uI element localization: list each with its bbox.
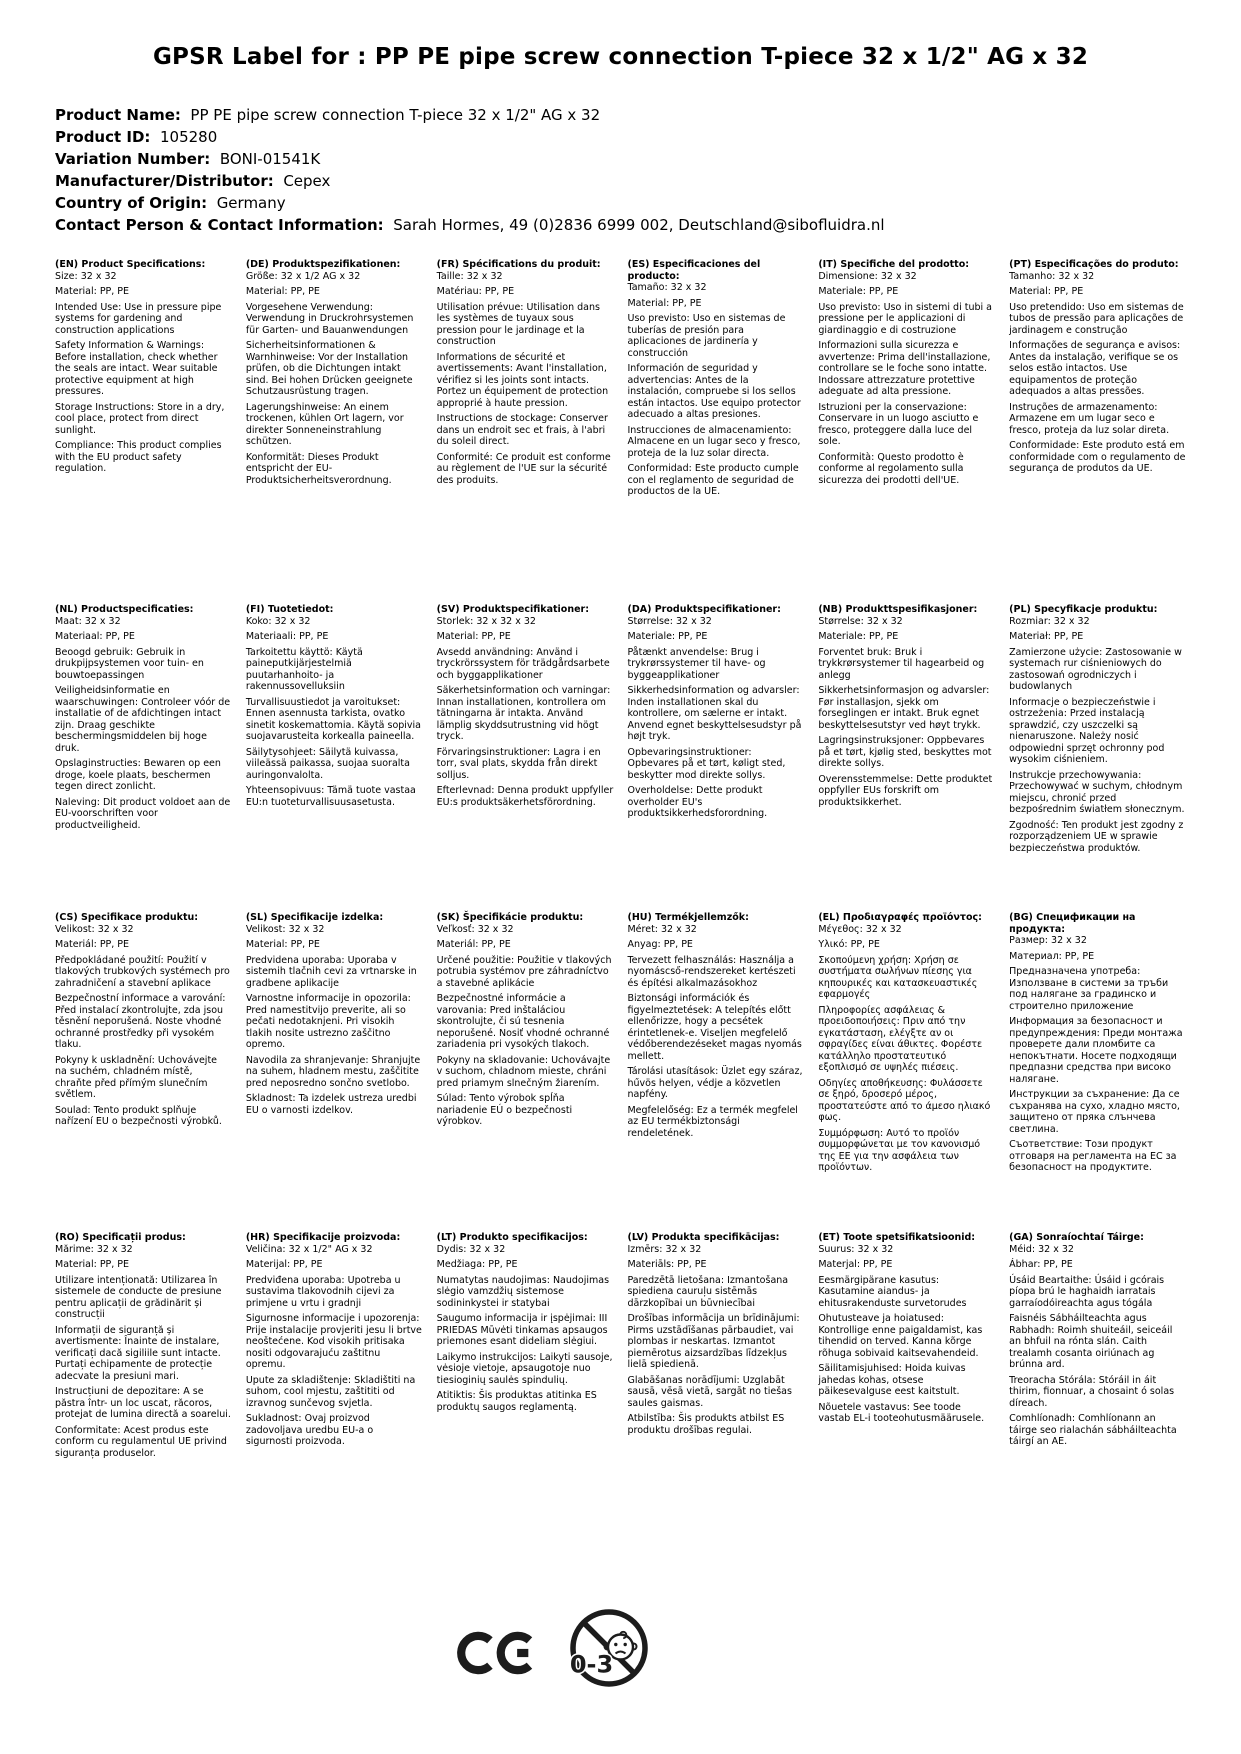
spec-paragraph: Informações de segurança e avisos: Antes da instalação, verifique se os selos estão intactos. Use equipamentos de proteção adequados a altas pressões. (1009, 340, 1181, 397)
spec-paragraph: Zgodność: Ten produkt jest zgodny z rozporządzeniem UE w sprawie bezpieczeństwa produktów. (1009, 819, 1184, 854)
spec-paragraph: Dydis: 32 x 32 (436, 1243, 506, 1255)
spec-paragraph: Instrukcje przechowywania: Przechowywać w suchym, chłodnym miejscu, chronić przed bezpośrednim światłem słonecznym. (1009, 769, 1185, 815)
spec-paragraph: Uso previsto: Uso en sistemas de tuberías de presión para aplicaciones de jardinería y construcción (627, 313, 786, 359)
spec-paragraph: Opslaginstructies: Bewaren op een droge, koele plaats, beschermen tegen direct zonlicht. (55, 758, 221, 792)
spec-paragraph: Materiale: PP, PE (627, 631, 708, 642)
spec-paragraph: Drošības informācija un brīdinājumi: Pirms uzstādīšanas pārbaudiet, vai plombas ir neskartas. Izmantot piemērotus aizsardzības līdzekļus lielā spiedienā. (627, 1313, 800, 1370)
spec-paragraph: Compliance: This product complies with the EU product safety regulation. (55, 440, 222, 474)
spec-paragraph: Size: 32 x 32 (55, 270, 117, 282)
spec-block-nb (818, 604, 995, 912)
spec-paragraph: Sigurnosne informacije i upozorenja: Prije instalacije provjeriti jesu li brtve neoštećene. Kod visokih pritisaka nositi odgovarajuću zaštitnu opremu. (245, 1313, 422, 1370)
spec-block-it (818, 259, 995, 604)
spec-paragraph: Material: PP, PE (55, 1259, 130, 1270)
age-warning-0-3-icon (569, 1608, 649, 1688)
spec-paragraph: Συμμόρφωση: Αυτό το προϊόν συμμορφώνεται με τον κανονισμό της ΕΕ για την ασφάλεια των προϊόντων. (818, 1127, 981, 1173)
spec-paragraph: Conformitate: Acest produs este conform cu regulamentul UE privind siguranța produselor. (55, 1424, 227, 1459)
product-info-label: Product Name: (55, 106, 181, 124)
spec-paragraph: Velikost: 32 x 32 (245, 923, 325, 935)
spec-paragraph: Zamierzone użycie: Zastosowanie w systemach rur ciśnieniowych do zastosowań ogrodniczych i budowlanych (1009, 646, 1182, 692)
spec-paragraph: Úsáid Beartaithe: Úsáid i gcórais píopa brú le haghaidh iarratais garraíodóireachta agus tógála (1009, 1274, 1165, 1309)
spec-paragraph: Οδηγίες αποθήκευσης: Φυλάσσετε σε ξηρό, δροσερό μέρος, προστατεύστε από το άμεσο ηλιακό φως. (818, 1077, 991, 1123)
spec-paragraph: Overensstemmelse: Dette produktet oppfyller EUs forskrift om produktsikkerhet. (818, 773, 993, 808)
spec-paragraph: Storlek: 32 x 32 x 32 (436, 615, 536, 627)
product-info-label: Product ID: (55, 128, 151, 146)
product-info-line (55, 214, 1186, 236)
spec-paragraph: Určené použitie: Použitie v tlakových potrubia systémov pre záhradníctvo a stavebné aplikácie (436, 954, 612, 989)
spec-paragraph: Yhteensopivuus: Tämä tuote vastaa EU:n tuoteturvallisuusasetusta. (245, 785, 416, 808)
spec-paragraph: Bezpečnostní informace a varování: Před instalací zkontrolujte, zda jsou těsnění neporušená. Noste vhodné ochranné prostředky při vysokém tlaku. (55, 993, 226, 1050)
product-info-value: 105280 (159, 128, 218, 146)
spec-paragraph: Tamaño: 32 x 32 (627, 282, 707, 293)
spec-paragraph: Conformité: Ce produit est conforme au règlement de l'UE sur la sécurité des produits. (436, 451, 611, 486)
product-info-label: Country of Origin: (55, 194, 208, 212)
spec-paragraph: Размер: 32 x 32 (1009, 935, 1087, 946)
spec-block-heading: (LT) Produkto specifikacijos: (436, 1232, 588, 1243)
spec-paragraph: Material: PP, PE (1009, 286, 1084, 297)
product-info-value: Sarah Hormes, 49 (0)2836 6999 002, Deutschland@sibofluidra.nl (393, 216, 885, 234)
spec-paragraph: Sukladnost: Ovaj proizvod zadovoljava uredbu EU-a o sigurnosti proizvoda. (245, 1413, 374, 1447)
spec-paragraph: Material: PP, PE (627, 297, 702, 309)
spec-paragraph: Instrucciones de almacenamiento: Almacene en un lugar seco y fresco, proteja de la luz solar directa. (627, 424, 801, 459)
spec-block-heading: (BG) Спецификации на продукта: (1009, 912, 1136, 935)
spec-block-heading: (HR) Specifikacije proizvoda: (245, 1232, 401, 1243)
spec-block-sl (246, 912, 423, 1232)
spec-block-heading: (EN) Product Specifications: (55, 259, 206, 270)
spec-paragraph: Σκοπούμενη χρήση: Χρήση σε συστήματα σωλήνων πίεσης για κηπουρικές και κατασκευαστικές εφαρμογές (818, 954, 978, 1000)
spec-paragraph: Conformidade: Este produto está em conformidade com o regulamento de segurança de produtos da UE. (1009, 440, 1186, 474)
spec-paragraph: Opbevaringsinstruktioner: Opbevares på et tørt, køligt sted, beskytter mod direkte sollys. (627, 746, 786, 781)
spec-paragraph: Предназначена употреба: Използване в системи за тръби под налягане за градинско и строително приложение (1009, 966, 1169, 1012)
spec-block-hu (627, 912, 804, 1232)
spec-paragraph: Instruções de armazenamento: Armazene em um lugar seco e fresco, proteja da luz solar direta. (1009, 401, 1170, 436)
spec-block-lv (627, 1232, 804, 1459)
spec-paragraph: Předpokládané použití: Použití v tlakových trubkových systémech pro zahradničení a stavební aplikace (55, 954, 230, 989)
spec-paragraph: Utilisation prévue: Utilisation dans les systèmes de tuyaux sous pression pour le jardinage et la construction (436, 301, 600, 347)
spec-block-heading: (DE) Produktspezifikationen: (245, 259, 401, 270)
spec-block-heading: (PL) Specyfikacje produktu: (1009, 604, 1158, 615)
spec-paragraph: Comhlíonadh: Comhlíonann an táirge seo rialachán sábháilteachta táirgí an AE. (1009, 1413, 1177, 1447)
spec-paragraph: Veličina: 32 x 1/2" AG x 32 (245, 1243, 373, 1255)
spec-paragraph: Förvaringsinstruktioner: Lagra i en torr, sval plats, skydda från direkt solljus. (436, 746, 601, 781)
spec-block-ga (1009, 1232, 1186, 1459)
spec-paragraph: Conformidad: Este producto cumple con el reglamento de seguridad de productos de la UE. (627, 463, 799, 497)
spec-paragraph: Koko: 32 x 32 (245, 615, 311, 627)
spec-paragraph: Materiaali: PP, PE (245, 631, 329, 642)
spec-paragraph: Påtænkt anvendelse: Brug i trykrørssystemer til have- og byggeapplikationer (627, 646, 766, 681)
spec-paragraph: Veľkosť: 32 x 32 (436, 923, 514, 935)
spec-paragraph: Tarkoitettu käyttö: Käytä paineputkijärjestelmiä puutarhanhoito- ja rakennussovelluksiin (245, 646, 363, 692)
spec-paragraph: Materiál: PP, PE (436, 939, 511, 950)
age-warning-label: 0-3 (569, 1650, 614, 1679)
spec-paragraph: Lagringsinstruksjoner: Oppbevares på et tørt, kjølig sted, beskyttes mot direkte sollys. (818, 735, 992, 769)
product-info-value: Cepex (283, 172, 331, 190)
product-info-line (55, 170, 1186, 192)
spec-paragraph: Avsedd användning: Använd i tryckrörssystem för trädgårdsarbete och byggapplikationer (436, 646, 610, 681)
spec-paragraph: Suurus: 32 x 32 (818, 1243, 894, 1255)
spec-block-hr (246, 1232, 423, 1459)
spec-paragraph: Ohutusteave ja hoiatused: Kontrollige enne paigaldamist, kas tihendid on terved. Kanna kõrge rõhuga sobivaid kaitsevahendeid. (818, 1313, 983, 1359)
spec-paragraph: Laikymo instrukcijos: Laikyti sausoje, vėsioje vietoje, apsaugotoje nuo tiesioginių saulės spindulių. (436, 1351, 613, 1386)
spec-paragraph: Информация за безопасност и предупреждения: Преди монтажа проверете дали пломбите са непокътнати. Носете подходящи предпазни средства при високо налягане. (1009, 1016, 1183, 1085)
spec-paragraph: Uso pretendido: Uso em sistemas de tubos de pressão para aplicações de jardinagem e construção (1009, 301, 1184, 336)
spec-paragraph: Μέγεθος: 32 x 32 (818, 923, 902, 935)
spec-paragraph: Sicherheitsinformationen & Warnhinweise: Vor der Installation prüfen, ob die Dichtungen intakt sind. Bei hohen Drücken geeignete Schutzausrüstung tragen. (245, 340, 413, 397)
spec-paragraph: Tamanho: 32 x 32 (1009, 270, 1095, 282)
spec-paragraph: Konformität: Dieses Produkt entspricht der EU-Produktsicherheitsverordnung. (245, 451, 392, 486)
spec-paragraph: Größe: 32 x 1/2 AG x 32 (245, 270, 361, 282)
spec-paragraph: Instructions de stockage: Conserver dans un endroit sec et frais, à l'abri du soleil direct. (436, 413, 608, 447)
spec-paragraph: Størrelse: 32 x 32 (627, 615, 712, 627)
spec-block-en (55, 259, 232, 604)
spec-paragraph: Faisnéis Sábháilteachta agus Rabhadh: Roimh shuiteáil, seiceáil an bhfuil na rónta slán. Caith trealamh cosanta oiriúnach ag brúnna ard. (1009, 1313, 1173, 1370)
spec-block-heading: (DA) Produktspecifikationer: (627, 604, 781, 615)
spec-block-heading: (SV) Produktspecifikationer: (436, 604, 590, 615)
spec-paragraph: Lagerungshinweise: An einem trockenen, kühlen Ort lagern, vor direkter Sonneneinstrahlung schützen. (245, 401, 404, 447)
spec-paragraph: Sikkerhetsinformasjon og advarsler: Før installasjon, sjekk om forseglingen er intakt. Bruk egnet beskyttelsesutstyr ved høyt trykk. (818, 685, 990, 731)
product-info-label: Variation Number: (55, 150, 211, 168)
spec-paragraph: Informazioni sulla sicurezza e avvertenze: Prima dell'installazione, controllare se le foche sono intatte. Indossare attrezzature protettive adeguate ad alta pressione. (818, 340, 991, 397)
spec-paragraph: Mărime: 32 x 32 (55, 1243, 133, 1255)
spec-paragraph: Dimensione: 32 x 32 (818, 270, 917, 282)
spec-paragraph: Säilitamisjuhised: Hoida kuivas jahedas kohas, otsese päikesevalguse eest kaitstult. (818, 1363, 966, 1397)
spec-paragraph: Υλικό: PP, PE (818, 939, 880, 950)
spec-paragraph: Overholdelse: Dette produkt overholder EU's produktsikkerhedsforordning. (627, 785, 768, 819)
spec-block-fr (437, 259, 614, 604)
product-info-label: Contact Person & Contact Information: (55, 216, 384, 234)
spec-block-bg (1009, 912, 1186, 1232)
spec-paragraph: Numatytas naudojimas: Naudojimas slėgio vamzdžių sistemose sodininkystei ir statybai (436, 1274, 610, 1309)
spec-block-heading: (RO) Specificații produs: (55, 1232, 186, 1243)
spec-paragraph: Säkerhetsinformation och varningar: Innan installationen, kontrollera om tätningarna är intakta. Använd lämplig skyddsutrustning vid högt tryck. (436, 685, 611, 742)
spec-paragraph: Materiál: PP, PE (55, 939, 130, 950)
spec-block-heading: (NB) Produkttspesifikasjoner: (818, 604, 978, 615)
spec-paragraph: Skladnost: Ta izdelek ustreza uredbi EU o varnosti izdelkov. (245, 1093, 417, 1116)
spec-paragraph: Safety Information & Warnings: Before installation, check whether the seals are intact. Wear suitable protective equipment at high pressures. (55, 340, 218, 397)
product-info-line (55, 148, 1186, 170)
spec-block-el (818, 912, 995, 1232)
spec-paragraph: Materiāls: PP, PE (627, 1259, 707, 1270)
spec-block-fi (246, 604, 423, 912)
spec-paragraph: Turvallisuustiedot ja varoitukset: Ennen asennusta tarkista, ovatko sinetit koskemattomia. Käytä sopivia suojavarusteita korkealla paineella. (245, 696, 422, 742)
spec-paragraph: Pokyny na skladovanie: Uchovávajte v suchom, chladnom mieste, chráni pred priamym slnečným žiarením. (436, 1054, 611, 1089)
spec-paragraph: Maat: 32 x 32 (55, 615, 121, 627)
spec-paragraph: Saugumo informacija ir įspėjimai: III PRIEDAS Mūvėti tinkamas apsaugos priemones esant dideliam slėgiui. (436, 1313, 608, 1347)
spec-paragraph: Conformità: Questo prodotto è conforme al regolamento sulla sicurezza dei prodotti dell'UE. (818, 451, 964, 486)
spec-paragraph: Treoracha Stórála: Stóráil in áit thirim, fionnuar, a chosaint ó solas díreach. (1009, 1374, 1175, 1409)
spec-paragraph: Izmērs: 32 x 32 (627, 1243, 702, 1255)
spec-paragraph: Glabāšanas norādījumi: Uzglabāt sausā, vēsā vietā, sargāt no tiešas saules gaismas. (627, 1374, 792, 1409)
spec-paragraph: Инструкции за съхранение: Да се съхранява на сухо, хладно място, защитено от пряка слънчева светлина. (1009, 1089, 1180, 1135)
product-info-section (55, 104, 1186, 236)
spec-paragraph: Informations de sécurité et avertissements: Avant l'installation, vérifiez si les joints sont intacts. Portez un équipement de protection approprié à haute pression. (436, 351, 609, 409)
spec-paragraph: Πληροφορίες ασφάλειας & προειδοποιήσεις: Πριν από την εγκατάσταση, ελέγξτε αν οι σφραγίδες είναι άθικτες. Φορέστε κατάλληλο προστατευτικό εξοπλισμό σε υψηλές πιέσεις. (818, 1004, 983, 1073)
spec-block-lt (437, 1232, 614, 1459)
spec-paragraph: Forventet bruk: Bruk i trykkrørsystemer til hagearbeid og anlegg (818, 646, 985, 681)
spec-paragraph: Ábhar: PP, PE (1009, 1259, 1073, 1270)
spec-block-heading: (CS) Specifikace produktu: (55, 912, 199, 923)
spec-paragraph: Medžiaga: PP, PE (436, 1259, 518, 1270)
spec-block-heading: (HU) Termékjellemzők: (627, 912, 749, 923)
ce-mark-icon (453, 1621, 541, 1685)
spec-paragraph: Megfelelőség: Ez a termék megfelel az EU termékbiztonsági rendeletének. (627, 1104, 798, 1139)
spec-block-heading: (IT) Specifiche del prodotto: (818, 259, 970, 270)
spec-paragraph: Navodila za shranjevanje: Shranjujte na suhem, hladnem mestu, zaščitite pred neposredno sončno svetlobo. (245, 1054, 421, 1089)
spec-block-et (818, 1232, 995, 1459)
spec-paragraph: Materiale: PP, PE (818, 631, 899, 642)
spec-block-pl (1009, 604, 1186, 912)
spec-paragraph: Pokyny k uskladnění: Uchovávejte na suchém, chladném místě, chraňte před přímým slunečním světlem. (55, 1054, 218, 1100)
spec-paragraph: Material: PP, PE (436, 631, 511, 642)
spec-paragraph: Material: PP, PE (55, 286, 130, 297)
spec-paragraph: Taille: 32 x 32 (436, 270, 503, 282)
spec-paragraph: Soulad: Tento produkt splňuje nařízení EU o bezpečnosti výrobků. (55, 1104, 222, 1127)
product-info-line (55, 192, 1186, 214)
product-info-line (55, 126, 1186, 148)
spec-block-heading: (SK) Špecifikácie produktu: (436, 912, 584, 923)
product-info-value: BONI-01541K (219, 150, 321, 168)
spec-paragraph: Matériau: PP, PE (436, 286, 515, 297)
spec-paragraph: Nõuetele vastavus: See toode vastab EL-i tooteohutusmäärusele. (818, 1401, 985, 1424)
spec-paragraph: Storage Instructions: Store in a dry, cool place, protect from direct sunlight. (55, 401, 225, 436)
product-info-value: Germany (216, 194, 286, 212)
spec-block-heading: (GA) Sonraíochtaí Táirge: (1009, 1232, 1144, 1243)
spec-paragraph: Materiale: PP, PE (818, 286, 899, 297)
spec-block-heading: (ES) Especificaciones del producto: (627, 259, 761, 282)
spec-block-heading: (EL) Προδιαγραφές προϊόντος: (818, 912, 982, 923)
spec-block-sk (437, 912, 614, 1232)
spec-paragraph: Beoogd gebruik: Gebruik in drukpijpsystemen voor tuin- en bouwtoepassingen (55, 646, 204, 681)
spec-block-ro (55, 1232, 232, 1459)
spec-paragraph: Intended Use: Use in pressure pipe systems for gardening and construction applications (55, 301, 222, 336)
spec-paragraph: Tervezett felhasználás: Használja a nyomáscső-rendszereket kertészeti és építési alkalmazásokhoz (627, 954, 796, 989)
spec-paragraph: Predvidena uporaba: Uporaba v sistemih tlačnih cevi za vrtnarske in gradbene aplikacije (245, 954, 417, 989)
spec-paragraph: Anyag: PP, PE (627, 939, 693, 950)
spec-paragraph: Tárolási utasítások: Üzlet egy száraz, hűvös helyen, védje a közvetlen napfény. (627, 1066, 803, 1100)
spec-paragraph: Säilytysohjeet: Säilytä kuivassa, viileässä paikassa, suojaa suoralta auringonvalolta. (245, 746, 410, 781)
spec-paragraph: Predviđena uporaba: Upotreba u sustavima tlakovodnih cijevi za primjene u vrtu i gradnji (245, 1274, 401, 1309)
spec-block-pt (1009, 259, 1186, 604)
spec-paragraph: Instrucțiuni de depozitare: A se păstra într- un loc uscat, răcoros, protejat de lumina directă a soarelui. (55, 1386, 231, 1420)
spec-paragraph: Material: PP, PE (245, 939, 320, 950)
spec-paragraph: Uso previsto: Uso in sistemi di tubi a pressione per le applicazioni di giardinaggio e di costruzione (818, 301, 992, 336)
spec-grid (55, 259, 1186, 1459)
footer-icons (453, 1608, 649, 1688)
spec-paragraph: Biztonsági információk és figyelmeztetések: A telepítés előtt ellenőrizze, hogy a pecsétek érintetlenek-e. Viseljen megfelelő védőberendezéseket magas nyomás mellett. (627, 993, 802, 1062)
spec-block-de (246, 259, 423, 604)
spec-block-heading: (PT) Especificações do produto: (1009, 259, 1179, 270)
spec-paragraph: Paredzētā lietošana: Izmantošana spiediena cauruļu sistēmās dārzkopībai un būvniecībai (627, 1274, 789, 1309)
spec-paragraph: Съответствие: Този продукт отговаря на регламента на ЕС за безопасност на продуктите. (1009, 1139, 1177, 1173)
spec-paragraph: Rozmiar: 32 x 32 (1009, 615, 1090, 627)
spec-paragraph: Vorgesehene Verwendung: Verwendung in Druckrohrsystemen für Garten- und Bauanwendungen (245, 301, 414, 336)
spec-paragraph: Méret: 32 x 32 (627, 923, 697, 935)
spec-paragraph: Atitiktis: Šis produktas atitinka ES produktų saugos reglamentą. (436, 1390, 597, 1413)
spec-block-heading: (FR) Spécifications du produit: (436, 259, 601, 270)
spec-block-heading: (SL) Specifikacije izdelka: (245, 912, 384, 923)
product-info-value: PP PE pipe screw connection T-piece 32 x 1/2" AG x 32 (190, 106, 601, 124)
spec-paragraph: Informații de siguranță și avertismente: Înainte de instalare, verificați dacă sigiliile sunt intacte. Purtați echipamente de protecție adecvate la presiuni mari. (55, 1324, 221, 1382)
spec-block-nl (55, 604, 232, 912)
spec-block-heading: (FI) Tuotetiedot: (245, 604, 334, 615)
spec-paragraph: Istruzioni per la conservazione: Conservare in un luogo asciutto e fresco, proteggere dalla luce del sole. (818, 401, 979, 447)
spec-paragraph: Veiligheidsinformatie en waarschuwingen: Controleer vóór de installatie of de afdichtingen intact zijn. Draag geschikte beschermingsmiddelen bij hoge druk. (55, 685, 231, 754)
spec-paragraph: Súlad: Tento výrobok spĺňa nariadenie EÚ o bezpečnosti výrobkov. (436, 1093, 573, 1127)
spec-paragraph: Informacje o bezpieczeństwie i ostrzeżenia: Przed instalacją sprawdzić, czy uszczelki są nienaruszone. Należy nosić odpowiedni sprzęt ochronny pod wysokim ciśnieniem. (1009, 696, 1165, 765)
spec-paragraph: Material: PP, PE (245, 286, 320, 297)
spec-paragraph: Naleving: Dit product voldoet aan de EU-voorschriften voor productveiligheid. (55, 796, 231, 831)
spec-block-da (627, 604, 804, 912)
product-info-label: Manufacturer/Distributor: (55, 172, 274, 190)
spec-paragraph: Upute za skladištenje: Skladištiti na suhom, cool mjestu, zaštititi od izravnog sunčevog svjetla. (245, 1374, 416, 1409)
spec-paragraph: Materiaal: PP, PE (55, 631, 135, 642)
spec-paragraph: Velikost: 32 x 32 (55, 923, 134, 935)
spec-paragraph: Bezpečnostné informácie a varovania: Pred inštaláciou skontrolujte, či sú tesnenia neporušené. Nosiť vhodné ochranné zariadenia pri vysokých tlakoch. (436, 993, 610, 1050)
spec-paragraph: Материал: PP, PE (1009, 950, 1095, 962)
spec-block-heading: (ET) Toote spetsifikatsioonid: (818, 1232, 976, 1243)
spec-block-heading: (NL) Productspecificaties: (55, 604, 194, 615)
spec-paragraph: Utilizare intenționată: Utilizarea în sistemele de conducte de presiune pentru aplicații de grădinărit și construcții (55, 1274, 222, 1320)
spec-paragraph: Efterlevnad: Denna produkt uppfyller EU:s produktsäkerhetsförordning. (436, 785, 614, 808)
product-info-line (55, 104, 1186, 126)
spec-paragraph: Eesmärgipärane kasutus: Kasutamine aiandus- ja ehitusrakenduste survetorudes (818, 1274, 967, 1309)
spec-block-es (627, 259, 804, 604)
spec-paragraph: Materiał: PP, PE (1009, 631, 1084, 642)
spec-paragraph: Información de seguridad y advertencias: Antes de la instalación, compruebe si los sellos están intactos. Use equipo protector adecuado a altas presiones. (627, 363, 801, 420)
spec-paragraph: Materjal: PP, PE (818, 1259, 893, 1270)
spec-paragraph: Varnostne informacije in opozorila: Pred namestitvijo preverite, ali so pečati nedotaknjeni. Pri visokih tlakih nosite ustrezno zaščitno opremo. (245, 993, 411, 1050)
spec-paragraph: Materijal: PP, PE (245, 1259, 323, 1270)
spec-paragraph: Atbilstība: Šis produkts atbilst ES produktu drošības regulai. (627, 1413, 785, 1436)
spec-block-cs (55, 912, 232, 1232)
page-title: GPSR Label for : PP PE pipe screw connection T-piece 32 x 1/2" AG x 32 (152, 44, 1089, 70)
spec-block-sv (437, 604, 614, 912)
spec-paragraph: Sikkerhedsinformation og advarsler: Inden installationen skal du kontrollere, om sælerne er intakt. Anvend egnet beskyttelsesudstyr på højt tryk. (627, 685, 802, 742)
spec-block-heading: (LV) Produkta specifikācijas: (627, 1232, 780, 1243)
spec-paragraph: Størrelse: 32 x 32 (818, 615, 903, 627)
spec-paragraph: Méid: 32 x 32 (1009, 1243, 1074, 1255)
